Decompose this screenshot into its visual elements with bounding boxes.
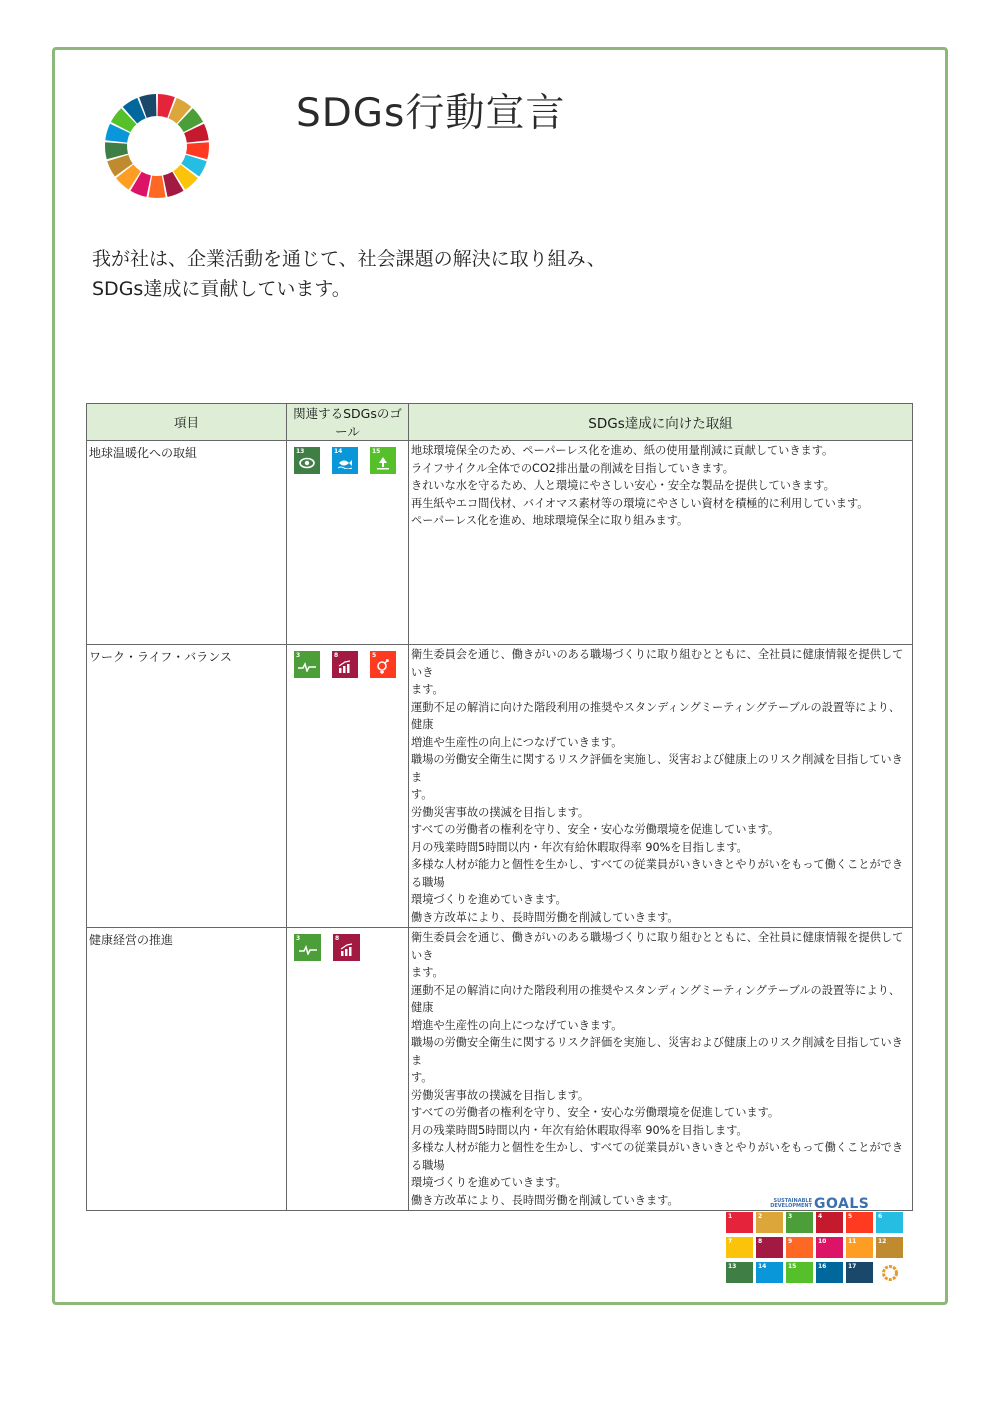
- sustainable-development-goals-logo: [726, 1196, 906, 1286]
- action-line: 運動不足の解消に向けた階段利用の推奨やスタンディングミーティングテーブルの設置等により、健康: [411, 983, 901, 1014]
- goal-tile-16: 16: [816, 1262, 843, 1283]
- action-line: 労働災害事故の撲滅を目指します。: [411, 805, 590, 819]
- goals-logo-grid: [726, 1212, 903, 1283]
- action-line: 働き方改革により、長時間労働を削減していきます。: [411, 1193, 679, 1207]
- action-line: 職場の労働安全衛生に関するリスク評価を実施し、災害および健康上のリスク削減を目指していきま: [411, 753, 903, 784]
- action-line: 環境づくりを進めていきます。: [411, 1176, 567, 1189]
- action-line: す。: [411, 1071, 433, 1084]
- gender-equality-icon: 5: [370, 651, 396, 678]
- action-line: すべての労働者の権利を守り、安全・安心な労働環境を促進しています。: [411, 1106, 780, 1119]
- table-header-row: [87, 404, 913, 441]
- row-goals: [287, 441, 409, 645]
- goal-tile-6: 6: [876, 1212, 903, 1233]
- action-line: 環境づくりを進めていきます。: [411, 893, 567, 906]
- goals-logo-header: [764, 1196, 869, 1212]
- goal-tile-4: 4: [816, 1212, 843, 1233]
- sdg-wheel-logo: [104, 93, 210, 199]
- goal-tile-5: 5: [846, 1212, 873, 1233]
- action-line: 衛生委員会を通じ、働きがいのある職場づくりに取り組むとともに、全社員に健康情報を提供していき: [411, 648, 904, 679]
- row-item-label: 地球温暖化への取組: [87, 441, 287, 645]
- row-actions: [409, 441, 913, 645]
- action-line: ライフサイクル全体でのCO2排出量の削減を目指していきます。: [411, 461, 734, 475]
- sdg-table: [86, 403, 913, 1211]
- page-title: SDGs行動宣言: [296, 91, 566, 136]
- row-item-label: 健康経営の推進: [87, 928, 287, 1211]
- good-health-icon: 3: [294, 934, 321, 961]
- life-below-water-icon: 14: [332, 447, 358, 474]
- life-on-land-icon: 15: [370, 447, 396, 474]
- action-line: きれいな水を守るため、人と環境にやさしい安心・安全な製品を提供していきます。: [411, 479, 835, 492]
- row-item-label: ワーク・ライフ・バランス: [87, 645, 287, 928]
- sdg-wheel-mini-icon: [876, 1262, 903, 1283]
- goals-logo-small-text: SUSTAINABLE DEVELOPMENT: [770, 1198, 812, 1209]
- action-line: 働き方改革により、長時間労働を削減していきます。: [411, 910, 679, 924]
- goal-tile-11: 11: [846, 1237, 873, 1258]
- action-line: 多様な人材が能力と個性を生かし、すべての従業員がいきいきとやりがいをもって働くことができる職場: [411, 1141, 904, 1172]
- wheel-segment: [148, 176, 165, 198]
- goal-tile-15: 15: [786, 1262, 813, 1283]
- goals-logo-word: GOALS: [814, 1196, 870, 1212]
- intro-text: [92, 244, 606, 304]
- goal-tile-12: 12: [876, 1237, 903, 1258]
- goal-tile-2: 2: [756, 1212, 783, 1233]
- good-health-icon: 3: [294, 651, 320, 678]
- climate-action-icon: 13: [294, 447, 320, 474]
- goal-tile-1: 1: [726, 1212, 753, 1233]
- action-line: ペーパーレス化を進め、地球環境保全に取り組みます。: [411, 514, 689, 527]
- intro-line-1: 我が社は、企業活動を通じて、社会課題の解決に取り組み、: [92, 248, 606, 270]
- decent-work-icon: 8: [333, 934, 360, 961]
- table-row: [87, 645, 913, 928]
- action-line: ます。: [411, 966, 444, 979]
- goal-tile-7: 7: [726, 1237, 753, 1258]
- goal-tile-17: 17: [846, 1262, 873, 1283]
- goal-tile-14: 14: [756, 1262, 783, 1283]
- row-goals: [287, 645, 409, 928]
- row-goals: [287, 928, 409, 1211]
- header-item: 項目: [87, 404, 287, 441]
- action-line: 多様な人材が能力と個性を生かし、すべての従業員がいきいきとやりがいをもって働くことができる職場: [411, 858, 904, 889]
- row-actions: [409, 928, 913, 1211]
- goal-tile-9: 9: [786, 1237, 813, 1258]
- goal-tile-13: 13: [726, 1262, 753, 1283]
- action-line: 増進や生産性の向上につなげていきます。: [411, 735, 623, 749]
- action-line: 衛生委員会を通じ、働きがいのある職場づくりに取り組むとともに、全社員に健康情報を提供していき: [411, 931, 904, 962]
- action-line: すべての労働者の権利を守り、安全・安心な労働環境を促進しています。: [411, 823, 780, 836]
- action-line: す。: [411, 788, 433, 801]
- goal-tile-3: 3: [786, 1212, 813, 1233]
- action-line: ます。: [411, 683, 444, 696]
- header-goals: 関連するSDGsのゴール: [287, 404, 409, 441]
- action-line: 職場の労働安全衛生に関するリスク評価を実施し、災害および健康上のリスク削減を目指していきま: [411, 1036, 903, 1067]
- intro-line-2: SDGs達成に貢献しています。: [92, 278, 351, 300]
- action-line: 運動不足の解消に向けた階段利用の推奨やスタンディングミーティングテーブルの設置等により、健康: [411, 700, 901, 731]
- action-line: 増進や生産性の向上につなげていきます。: [411, 1018, 623, 1032]
- action-line: 労働災害事故の撲滅を目指します。: [411, 1088, 590, 1102]
- action-line: 月の残業時間5時間以内・年次有給休暇取得率 90%を目指します。: [411, 1123, 748, 1137]
- goal-tile-8: 8: [756, 1237, 783, 1258]
- row-actions: [409, 645, 913, 928]
- table-row: [87, 928, 913, 1211]
- decent-work-icon: 8: [332, 651, 358, 678]
- action-line: 月の残業時間5時間以内・年次有給休暇取得率 90%を目指します。: [411, 840, 748, 854]
- goal-tile-10: 10: [816, 1237, 843, 1258]
- header-actions: SDGs達成に向けた取組: [409, 404, 913, 441]
- action-line: 地球環境保全のため、ペーパーレス化を進め、紙の使用量削減に貢献していきます。: [411, 444, 834, 457]
- action-line: 再生紙やエコ間伐材、バイオマス素材等の環境にやさしい資材を積極的に利用しています。: [411, 496, 869, 510]
- table-row: [87, 441, 913, 645]
